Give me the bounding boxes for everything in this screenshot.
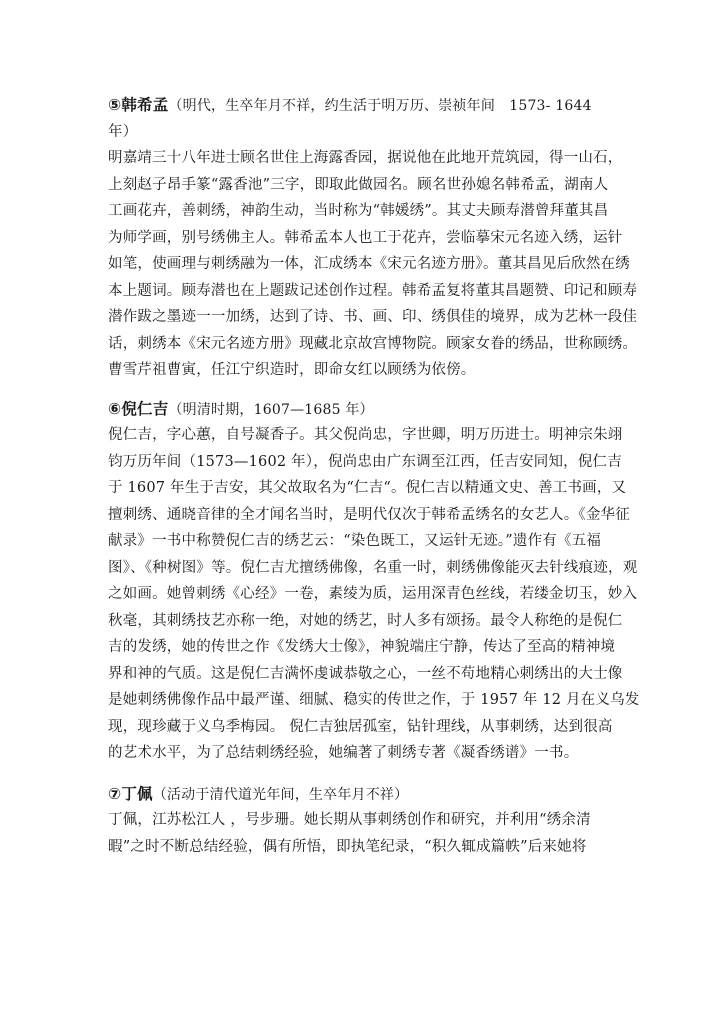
paragraph-line: 如笔，使画理与刺绣融为一体，汇成绣本《宋元名迹方册》。董其昌见后欣然在绣	[108, 256, 630, 272]
section-title: ⑤韩希孟	[108, 96, 169, 114]
section-ni-renji	[108, 396, 640, 767]
paragraph-line: 暇”之时不断总结经验，偶有所悟，即执笔纪录，“积久辄成篇帙”后来她将	[108, 838, 587, 855]
paragraph-line: 的艺术水平，为了总结刺绣经验，她编著了刺绣专著《凝香绣谱》一书。	[108, 745, 579, 761]
section-heading	[108, 396, 608, 423]
paragraph-line: 为师学画，别号绣佛主人。韩希孟本人也工于花卉，尝临摹宋元名迹入绣，运针	[108, 229, 623, 246]
paragraph-line: 倪仁吉，字心蕙，自号凝香子。其父倪尚忠，字世卿，明万历进士。明神宗朱翊	[108, 427, 623, 443]
paragraph-line: 秋毫，其刺绣技艺亦称一绝，对她的绣艺，时人多有颂扬。最令人称绝的是倪仁	[108, 612, 623, 629]
paragraph-line: 话，刺绣本《宋元名迹方册》现藏北京故宫博物院。顾家女眷的绣品，世称顾绣。	[108, 335, 638, 352]
paragraph-line: 献录》一书中称赞倪仁吉的绣艺云：“染色既工，又运针无迹。”遗作有《五福	[108, 533, 602, 549]
section-han-ximeng	[108, 92, 638, 384]
section-meta: （明代，生卒年月不祥，约生活于明万历、崇祯年间 1573- 1644	[168, 98, 592, 114]
paragraph-line: 丁佩，江苏松江人 ，号步珊。她长期从事刺绣创作和研究，并利用“绣余清	[108, 812, 591, 828]
paragraph-line: 界和神的气质。这是倪仁吉满怀虔诚恭敬之心，一丝不苟地精心刺绣出的大士像	[108, 665, 623, 682]
paragraph-line: 本上题词。顾寿潜也在上题跋记述创作过程。韩希孟复将董其昌题赞、印记和顾寿	[108, 282, 638, 299]
section-meta: （活动于清代道光年间，生卒年月不祥）	[152, 786, 409, 803]
paragraph-line: 明嘉靖三十八年进士顾名世住上海露香园，据说他在此地开荒筑园，得一山石，	[108, 150, 623, 166]
paragraph-line: 年）	[108, 123, 138, 140]
paragraph-line: 曹雪芹祖曹寅，任江宁织造时，即命女红以顾绣为依傍。	[108, 362, 476, 378]
section-ding-pei	[108, 781, 608, 861]
section-meta: （明清时期，1607—1685 年）	[168, 401, 374, 418]
paragraph-line: 现，现珍藏于义乌季梅园。 倪仁吉独居孤室，钻针理线，从事刺绣，达到很高	[108, 718, 613, 735]
document-page	[108, 92, 640, 860]
paragraph-line: 潜作跋之墨迹一一加绣，达到了诗、书、画、印、绣俱佳的境界，成为艺林一段佳	[108, 309, 638, 325]
paragraph-line: 钧万历年间（1573—1602 年），倪尚忠由广东调至江西，任吉安同知，倪仁吉	[108, 453, 622, 470]
paragraph-line: 之如画。她曾刺绣《心经》一卷，素绫为质，运用深青色丝线，若缕金切玉，妙入	[108, 586, 638, 602]
paragraph-line: 吉的发绣，她的传世之作《发绣大士像》，神貌端庄宁静，传达了至高的精神境	[108, 639, 616, 655]
paragraph-line: 上刻赵子昂手篆“露香池”三字，即取此做园名。顾名世孙媳名韩希孟，湖南人	[108, 176, 609, 193]
paragraph-line: 擅刺绣、通晓音律的全才闻名当时，是明代仅次于韩希孟绣名的女艺人。《金华征	[108, 506, 630, 523]
section-title: ⑦丁佩	[108, 784, 153, 803]
section-title: ⑥倪仁吉	[108, 399, 169, 418]
paragraph-line: 工画花卉，善刺绣，神韵生动，当时称为“韩媛绣”。其丈夫顾寿潜曾拜董其昌	[108, 203, 609, 219]
section-heading	[108, 92, 608, 119]
paragraph-line: 于 1607 年生于吉安，其父故取名为“仁吉“。倪仁吉以精通文史、善工书画，又	[108, 480, 627, 496]
paragraph-line: 是她刺绣佛像作品中最严谨、细腻、稳实的传世之作，于 1957 年 12 月在义乌发	[108, 692, 640, 708]
paragraph-line: 图》、《种树图》等。倪仁吉尤擅绣佛像，名重一时，刺绣佛像能灭去针线痕迹，观	[108, 559, 638, 576]
section-heading	[108, 781, 608, 808]
